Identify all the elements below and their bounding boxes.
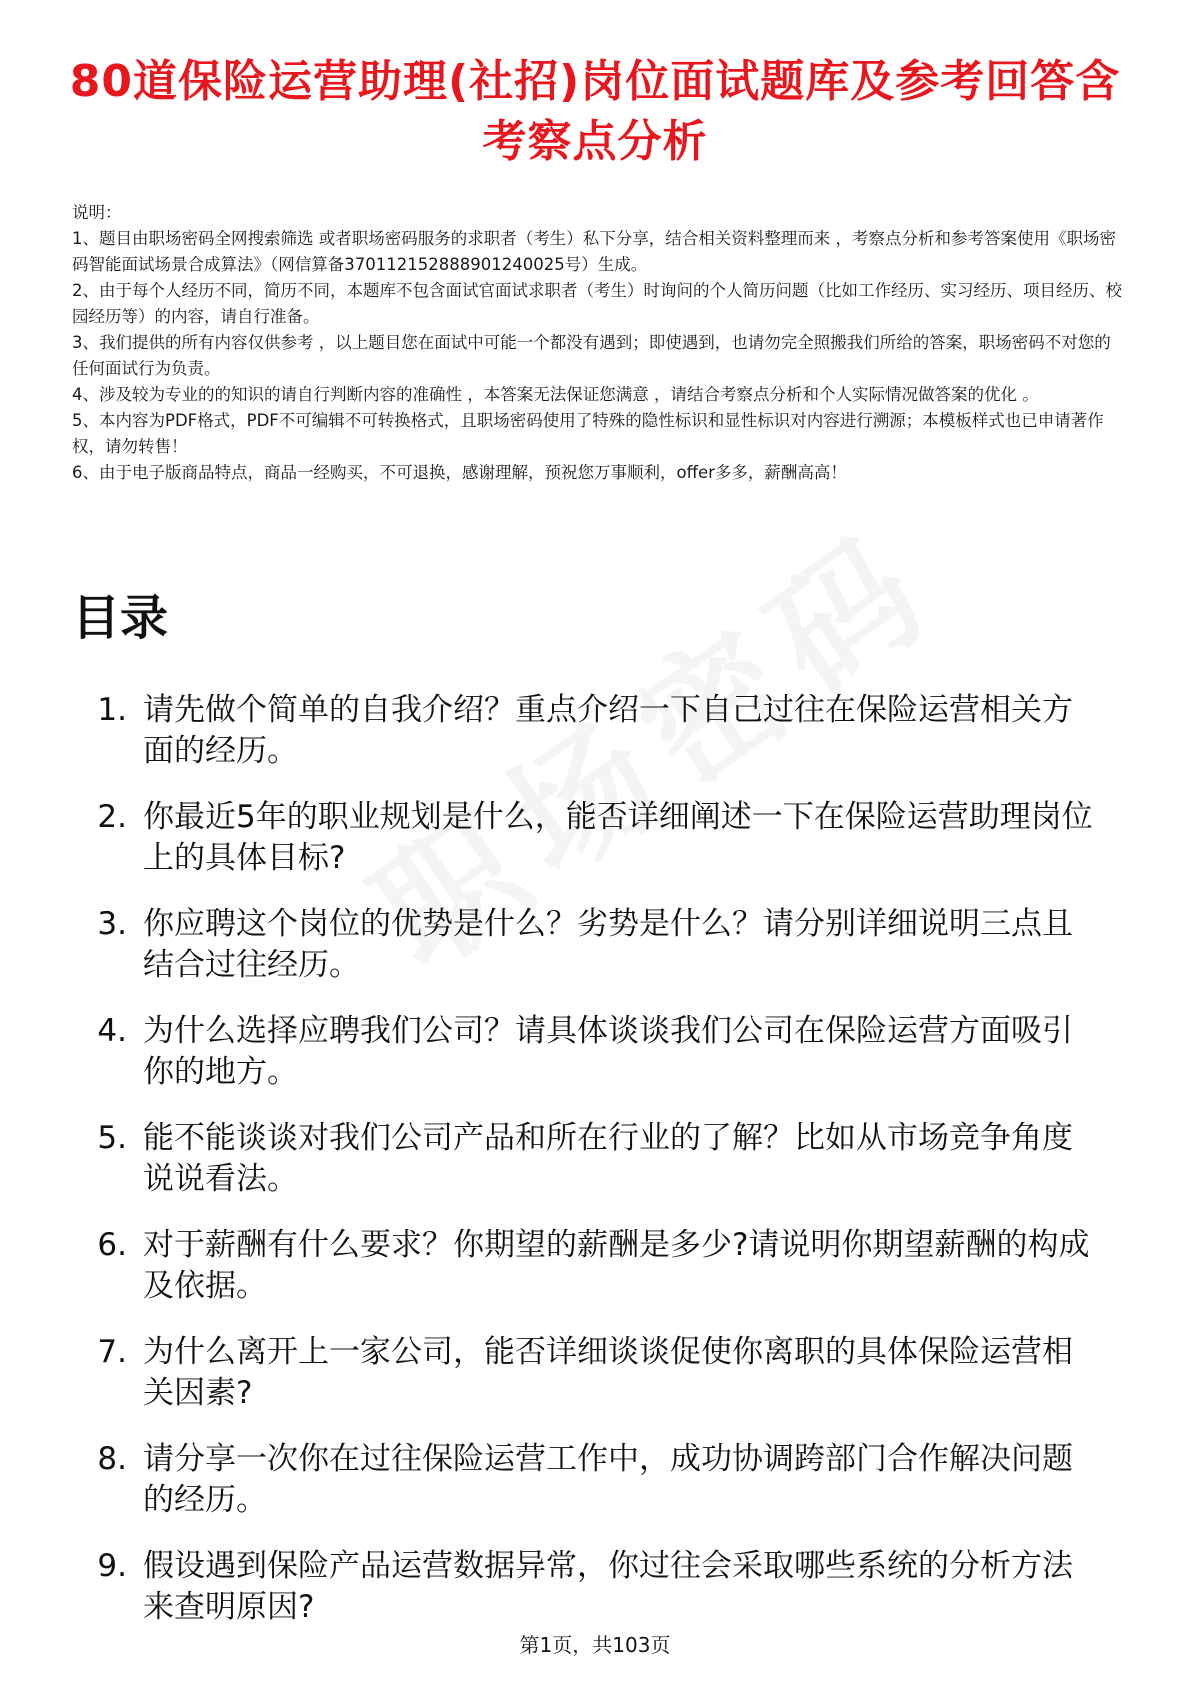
toc-list bbox=[72, 690, 1132, 1653]
toc-item-number: 7. bbox=[97, 1334, 127, 1370]
toc-item-number: 6. bbox=[97, 1227, 127, 1263]
toc-item-text[interactable]: 为什么选择应聘我们公司？请具体谈谈我们公司在保险运营方面吸引你的地方。 bbox=[143, 1013, 1073, 1090]
toc-item-number: 8. bbox=[97, 1441, 127, 1477]
toc-item-text[interactable]: 假设遇到保险产品运营数据异常，你过往会采取哪些系统的分析方法来查明原因? bbox=[143, 1548, 1073, 1625]
toc-item-text[interactable]: 你最近5年的职业规划是什么，能否详细阐述一下在保险运营助理岗位上的具体目标? bbox=[143, 799, 1093, 876]
toc-item-text[interactable]: 你应聘这个岗位的优势是什么？劣势是什么？请分别详细说明三点且结合过往经历。 bbox=[143, 906, 1073, 983]
note-item: 6、由于电子版商品特点，商品一经购买，不可退换，感谢理解，预祝您万事顺利，offer多多，薪酬高高！ bbox=[72, 463, 847, 482]
toc-heading: 目录 bbox=[72, 590, 169, 646]
toc-item[interactable] bbox=[72, 1225, 1132, 1332]
toc-item[interactable] bbox=[72, 1439, 1132, 1546]
page-footer: 第1页，共103页 bbox=[519, 1633, 671, 1657]
toc-item[interactable] bbox=[72, 1011, 1132, 1118]
toc-item-text[interactable]: 能不能谈谈对我们公司产品和所在行业的了解？比如从市场竞争角度说说看法。 bbox=[143, 1120, 1073, 1197]
toc-item[interactable] bbox=[72, 1332, 1132, 1439]
notes-section bbox=[72, 200, 1122, 486]
toc-item[interactable] bbox=[72, 904, 1132, 1011]
toc-item-number: 2. bbox=[97, 799, 127, 835]
note-item: 1、题目由职场密码全网搜索筛选 或者职场密码服务的求职者（考生）私下分享，结合相关资料整理而来 ，考察点分析和参考答案使用《职场密码智能面试场景合成算法》（网信算备370112152888901240025号）生成。 bbox=[72, 229, 1116, 274]
note-item: 5、本内容为PDF格式，PDF不可编辑不可转换格式，且职场密码使用了特殊的隐性标识和显性标识对内容进行溯源；本模板样式也已申请著作权，请勿转售！ bbox=[72, 411, 1104, 456]
note-item: 4、涉及较为专业的的知识的请自行判断内容的准确性 ，本答案无法保证您满意 ，请结合考察点分析和个人实际情况做答案的优化 。 bbox=[72, 385, 1039, 404]
note-item: 3、我们提供的所有内容仅供参考 ，以上题目您在面试中可能一个都没有遇到；即使遇到，也请勿完全照搬我们所给的答案，职场密码不对您的任何面试行为负责。 bbox=[72, 333, 1111, 378]
toc-item[interactable] bbox=[72, 1118, 1132, 1225]
toc-item-number: 3. bbox=[97, 906, 127, 942]
toc-item-number: 4. bbox=[97, 1013, 127, 1049]
toc-item[interactable] bbox=[72, 690, 1132, 797]
toc-item[interactable] bbox=[72, 797, 1132, 904]
note-item: 2、由于每个人经历不同，简历不同，本题库不包含面试官面试求职者（考生）时询问的个人简历问题（比如工作经历、实习经历、项目经历、校园经历等）的内容，请自行准备。 bbox=[72, 281, 1122, 326]
toc-item-number: 9. bbox=[97, 1548, 127, 1584]
toc-item-text[interactable]: 请先做个简单的自我介绍？重点介绍一下自己过往在保险运营相关方面的经历。 bbox=[143, 692, 1073, 769]
document-title: 80道保险运营助理(社招)岗位面试题库及参考回答含考察点分析 bbox=[69, 56, 1121, 167]
toc-item-text[interactable]: 对于薪酬有什么要求？你期望的薪酬是多少?请说明你期望薪酬的构成及依据。 bbox=[143, 1227, 1090, 1304]
toc-item-text[interactable]: 为什么离开上一家公司，能否详细谈谈促使你离职的具体保险运营相关因素? bbox=[143, 1334, 1073, 1411]
notes-heading: 说明： bbox=[72, 203, 122, 222]
toc-item-number: 5. bbox=[97, 1120, 127, 1156]
toc-item-number: 1. bbox=[97, 692, 127, 728]
toc-item-text[interactable]: 请分享一次你在过往保险运营工作中，成功协调跨部门合作解决问题的经历。 bbox=[143, 1441, 1073, 1518]
